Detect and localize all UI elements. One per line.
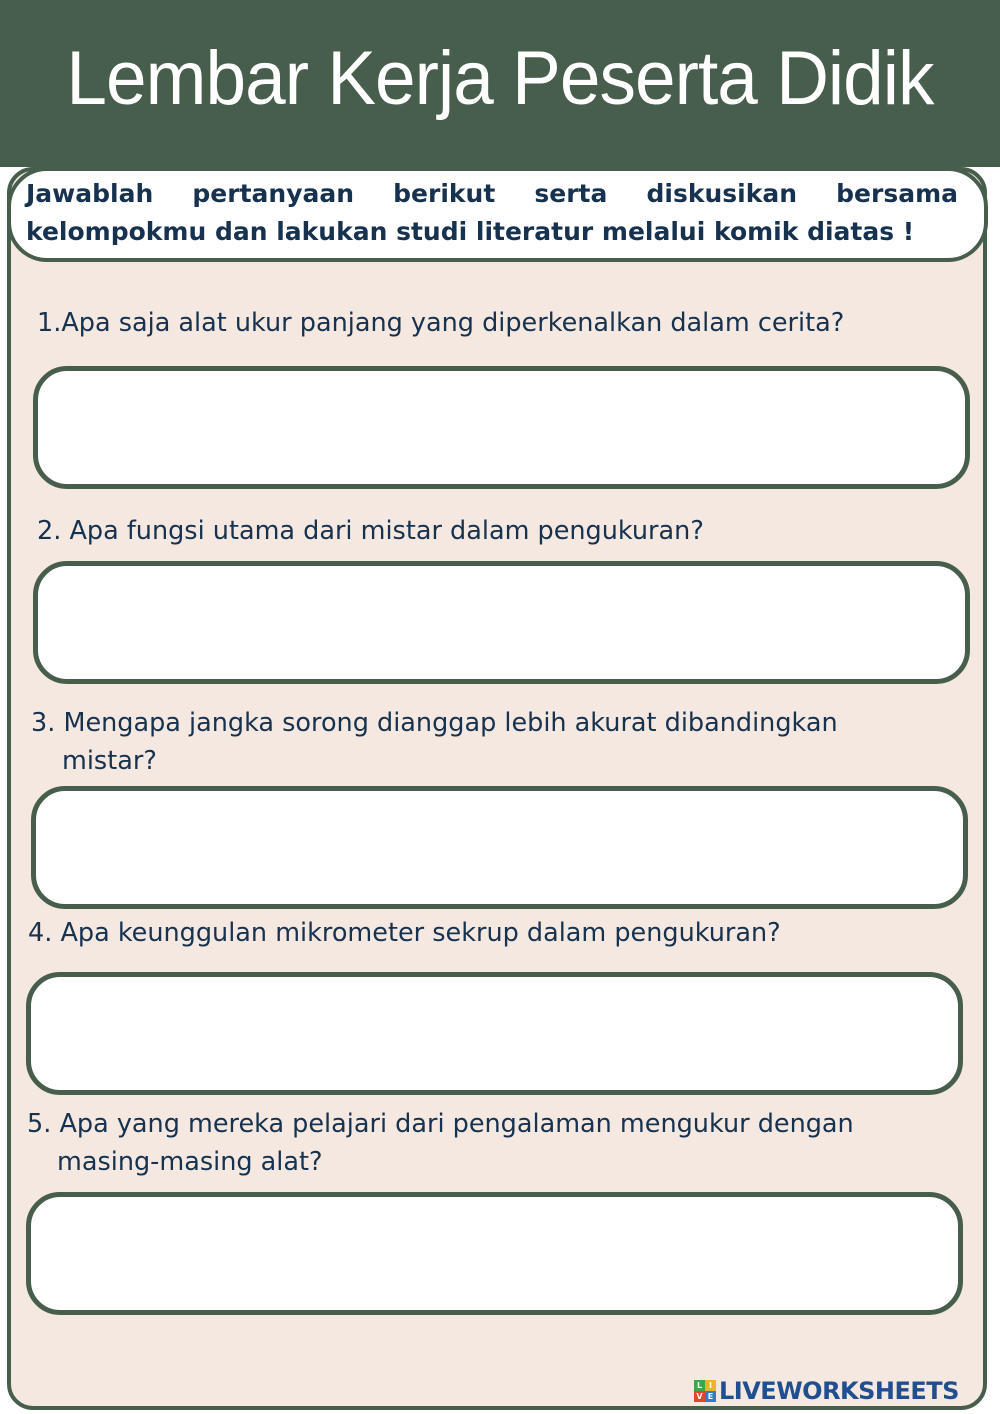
- question-text: Apa saja alat ukur panjang yang diperkenalkan dalam cerita?: [61, 308, 845, 338]
- question-text-continued: mistar?: [62, 746, 157, 776]
- question-number: 5.: [27, 1109, 52, 1139]
- header-banner: [0, 0, 1000, 167]
- brand-name: LIVEWORKSHEETS: [719, 1377, 959, 1405]
- question-1: [37, 304, 844, 342]
- question-text-continued: masing-masing alat?: [57, 1147, 323, 1177]
- answer-input-3[interactable]: [31, 786, 968, 909]
- answer-input-1[interactable]: [33, 366, 970, 489]
- logo-letter: I: [705, 1380, 716, 1391]
- page-title: Lembar Kerja Peserta Didik: [66, 36, 934, 121]
- question-number: 4.: [28, 918, 53, 948]
- instruction-text: Jawablah pertanyaan berikut serta diskusikan bersama kelompokmu dan lakukan studi literatur melalui komik diatas !: [26, 179, 958, 246]
- liveworksheets-logo-icon: [694, 1380, 716, 1402]
- question-number: 1.: [37, 308, 62, 338]
- question-number: 2.: [37, 516, 62, 546]
- question-number: 3.: [31, 708, 56, 738]
- question-3: [31, 704, 838, 780]
- question-text: Mengapa jangka sorong dianggap lebih akurat dibandingkan: [63, 708, 838, 738]
- question-2: [37, 512, 704, 550]
- question-text: Apa yang mereka pelajari dari pengalaman mengukur dengan: [59, 1109, 854, 1139]
- logo-letter: E: [705, 1391, 716, 1402]
- answer-input-4[interactable]: [26, 972, 963, 1095]
- question-5: [27, 1105, 854, 1181]
- answer-input-5[interactable]: [26, 1192, 963, 1315]
- logo-letter: L: [694, 1380, 705, 1391]
- logo-letter: V: [694, 1391, 705, 1402]
- liveworksheets-brand: [694, 1376, 959, 1406]
- question-text: Apa keunggulan mikrometer sekrup dalam pengukuran?: [60, 918, 781, 948]
- answer-input-2[interactable]: [33, 561, 970, 684]
- question-text: Apa fungsi utama dari mistar dalam pengukuran?: [69, 516, 704, 546]
- question-4: [28, 914, 781, 952]
